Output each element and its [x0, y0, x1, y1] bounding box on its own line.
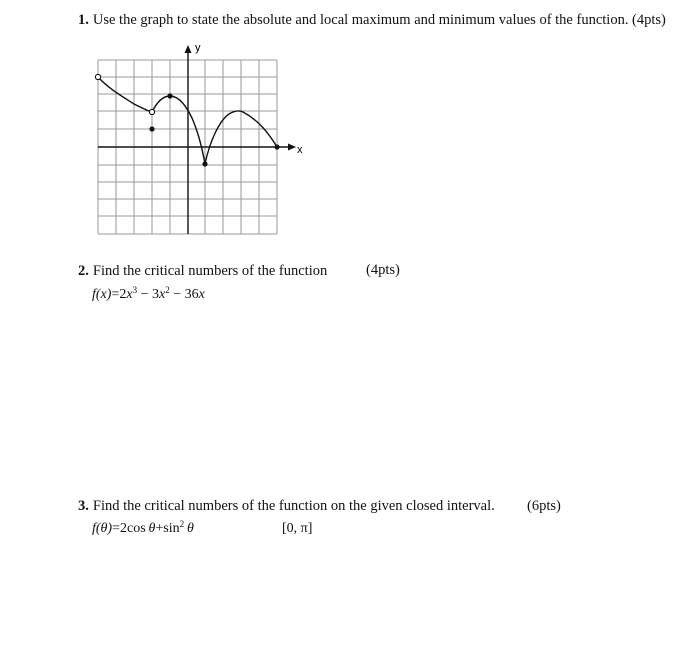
y-axis-label: y: [195, 42, 201, 54]
question-2-points: (4pts): [366, 262, 400, 278]
q2-t3-var: x: [198, 287, 205, 302]
right-endpoint: [274, 144, 279, 149]
q2-t1-var: x: [126, 287, 133, 302]
q2-eq: =: [111, 287, 120, 302]
q2-t2-exp: 2: [165, 285, 170, 295]
q2-t1-exp: 3: [132, 285, 138, 295]
question-2-text: Find the critical numbers of the function: [92, 263, 328, 279]
q2-minus1: −: [140, 287, 149, 302]
q3-t1-var: θ: [148, 521, 156, 536]
question-3-points: (6pts): [527, 498, 561, 514]
q2-t3-coef: 36: [184, 287, 199, 302]
q3-t2-exp: 2: [179, 519, 185, 529]
local-max-point: [167, 93, 172, 98]
function-graph: [0, 0, 320, 250]
question-1-points: (4pts): [632, 12, 666, 28]
question-1-text: Use the graph to state the absolute and local maximum and minimum values of the function.: [92, 12, 629, 28]
q3-lhs: f(θ): [92, 521, 113, 536]
filled-point-jump: [149, 126, 154, 131]
q2-lhs: f(x): [92, 287, 112, 302]
q2-t1-coef: 2: [119, 287, 127, 302]
open-endpoint-left: [95, 74, 100, 79]
question-1-number: 1.: [78, 12, 89, 28]
question-2-formula: [92, 287, 205, 303]
cusp-min-point: [202, 161, 207, 166]
open-point-jump: [149, 109, 154, 114]
q3-plus: +: [155, 521, 164, 536]
q2-minus2: −: [173, 287, 182, 302]
question-3-formula: [92, 521, 194, 537]
x-axis-arrow-icon: [288, 144, 296, 151]
question-3: [78, 497, 495, 515]
q3-t2-var: θ: [186, 521, 194, 536]
q2-t2-var: x: [158, 287, 166, 302]
question-2: [78, 262, 327, 280]
q3-eq: =: [112, 521, 120, 536]
question-3-number: 3.: [78, 498, 89, 514]
y-axis-arrow-icon: [185, 45, 192, 53]
x-axis-label: x: [297, 144, 303, 156]
q2-t2-coef: 3: [151, 287, 159, 302]
question-2-number: 2.: [78, 263, 89, 279]
q3-t2: sin: [163, 521, 180, 536]
q3-t1: 2cos: [120, 521, 146, 536]
question-3-text: Find the critical numbers of the function on the given closed interval.: [92, 498, 495, 514]
question-3-interval: [0, π]: [282, 521, 313, 536]
